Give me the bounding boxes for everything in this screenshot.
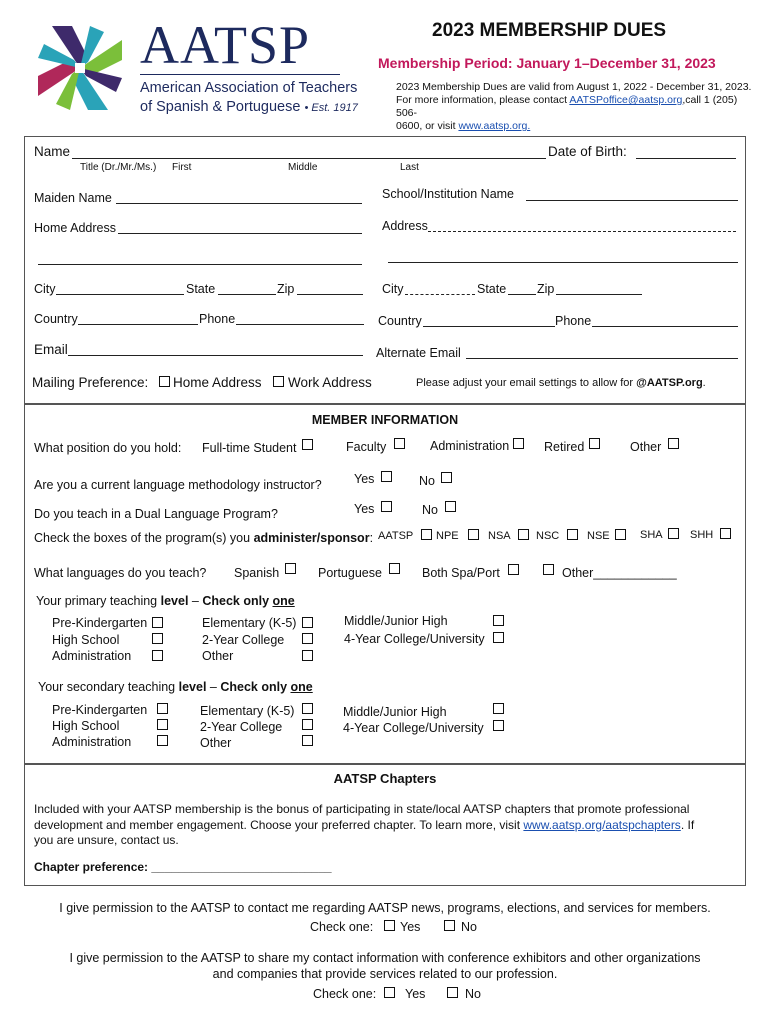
home-zip-input[interactable] [297, 294, 363, 295]
secondary-4yr-label: 4-Year College/University [343, 721, 484, 735]
position-admin-label: Administration [430, 439, 510, 453]
chapters-heading: AATSP Chapters [333, 771, 437, 786]
school-label: School/Institution Name [382, 187, 515, 201]
secondary-2yr-checkbox[interactable] [302, 719, 313, 730]
secondary-elementary-checkbox[interactable] [302, 703, 313, 714]
dual-no-checkbox[interactable] [445, 501, 456, 512]
home-address-line-2[interactable] [38, 264, 362, 265]
program-aatsp-checkbox[interactable] [421, 529, 432, 540]
chapter-preference-field[interactable]: Chapter preference: ___________________________ [34, 860, 332, 874]
maiden-name-label: Maiden Name [34, 191, 112, 205]
dues-note-line-3: 0600, or visit [396, 120, 459, 132]
methodology-no-label: No [419, 474, 435, 488]
membership-period: Membership Period: January 1–December 31, 2023 [378, 55, 716, 71]
program-nse-label: NSE [587, 530, 610, 542]
methodology-yes-checkbox[interactable] [381, 471, 392, 482]
program-nse-checkbox[interactable] [615, 529, 626, 540]
secondary-highschool-checkbox[interactable] [157, 719, 168, 730]
name-sub-last: Last [400, 162, 419, 173]
languages-question: What languages do you teach? [34, 566, 207, 580]
name-label: Name [34, 144, 71, 159]
work-address-input[interactable] [428, 231, 736, 232]
work-city-label: City [382, 282, 404, 296]
program-npe-label: NPE [436, 530, 459, 542]
name-sub-title: Title (Dr./Mr./Ms.) [80, 162, 157, 173]
primary-prek-checkbox[interactable] [152, 617, 163, 628]
work-city-input[interactable] [405, 294, 475, 295]
chapters-description: Included with your AATSP membership is the bonus of participating in state/local AATSP chapters that promote professional development and member engagement. Choose your preferred chapter. To learn more, visit www.aatsp.org/aatspchapters. If you are unsure, contact us. [34, 802, 695, 847]
home-country-input[interactable] [78, 324, 198, 325]
permission-share-no-label: No [465, 987, 481, 1001]
position-faculty-label: Faculty [346, 440, 387, 454]
program-nsc-checkbox[interactable] [567, 529, 578, 540]
chapters-link[interactable]: www.aatsp.org/aatspchapters [523, 817, 681, 832]
primary-other-checkbox[interactable] [302, 650, 313, 661]
name-sub-middle: Middle [288, 162, 318, 173]
permission-contact-check-label: Check one: [310, 920, 374, 934]
secondary-admin-label: Administration [52, 735, 132, 749]
language-other-checkbox[interactable] [543, 564, 554, 575]
name-sub-first: First [172, 162, 192, 173]
primary-4yr-checkbox[interactable] [493, 632, 504, 643]
name-input[interactable] [72, 158, 546, 159]
home-zip-label: Zip [277, 282, 295, 296]
primary-admin-label: Administration [52, 649, 132, 663]
page-title: 2023 MEMBERSHIP DUES [432, 20, 667, 41]
dues-note-line-1: 2023 Membership Dues are valid from August 1, 2022 - December 31, 2023. [396, 81, 752, 93]
position-admin-checkbox[interactable] [513, 438, 524, 449]
dob-input[interactable] [636, 158, 736, 159]
position-student-label: Full-time Student [202, 441, 297, 455]
position-retired-label: Retired [544, 440, 585, 454]
mailing-home-label: Home Address [173, 375, 262, 390]
primary-other-label: Other [202, 649, 234, 663]
primary-middle-checkbox[interactable] [493, 615, 504, 626]
program-nsa-label: NSA [488, 530, 511, 542]
program-sha-label: SHA [640, 529, 663, 541]
work-country-label: Country [378, 314, 422, 328]
mailing-home-checkbox[interactable] [159, 376, 170, 387]
home-phone-input[interactable] [236, 324, 364, 325]
secondary-highschool-label: High School [52, 719, 120, 733]
home-country-label: Country [34, 312, 78, 326]
primary-admin-checkbox[interactable] [152, 650, 163, 661]
secondary-prek-checkbox[interactable] [157, 703, 168, 714]
language-other-label: Other____________ [562, 566, 677, 580]
work-phone-label: Phone [555, 314, 592, 328]
dual-yes-checkbox[interactable] [381, 501, 392, 512]
program-npe-checkbox[interactable] [468, 529, 479, 540]
language-spanish-checkbox[interactable] [285, 563, 296, 574]
position-question: What position do you hold: [34, 441, 182, 455]
secondary-prek-label: Pre-Kindergarten [52, 703, 148, 717]
language-both-checkbox[interactable] [508, 564, 519, 575]
mailing-preference-label: Mailing Preference: [32, 375, 149, 390]
home-state-input[interactable] [218, 294, 276, 295]
secondary-middle-checkbox[interactable] [493, 703, 504, 714]
email-input[interactable] [68, 355, 363, 356]
secondary-other-label: Other [200, 736, 232, 750]
permission-share-yes-label: Yes [405, 987, 426, 1001]
secondary-admin-checkbox[interactable] [157, 735, 168, 746]
home-phone-label: Phone [199, 312, 236, 326]
program-shh-checkbox[interactable] [720, 528, 731, 539]
position-other-checkbox[interactable] [668, 438, 679, 449]
dues-note [396, 81, 756, 133]
programs-question: Check the boxes of the program(s) you administer/sponsor: [34, 531, 374, 545]
program-shh-label: SHH [690, 529, 714, 541]
mailing-work-checkbox[interactable] [273, 376, 284, 387]
email-label: Email [34, 342, 68, 357]
work-state-label: State [477, 282, 507, 296]
permission-contact-yes-label: Yes [400, 920, 421, 934]
methodology-question: Are you a current language methodology instructor? [34, 478, 322, 492]
dues-note-line-2: For more information, please contact [396, 94, 570, 106]
program-sha-checkbox[interactable] [668, 528, 679, 539]
permission-share-no-checkbox[interactable] [447, 987, 458, 998]
email-settings-note: Please adjust your email settings to allow for @AATSP.org. [416, 377, 706, 389]
dues-note-phone: ,call 1 (205) 506- [396, 94, 738, 119]
primary-2yr-checkbox[interactable] [302, 633, 313, 644]
position-student-checkbox[interactable] [302, 439, 313, 450]
logo-divider [140, 74, 340, 75]
work-address-label: Address [382, 219, 428, 233]
work-phone-input[interactable] [592, 326, 738, 327]
language-both-label: Both Spa/Port [422, 566, 500, 580]
work-zip-label: Zip [537, 282, 555, 296]
language-portuguese-label: Portuguese [318, 566, 382, 580]
primary-middle-label: Middle/Junior High [344, 614, 448, 628]
language-portuguese-checkbox[interactable] [389, 563, 400, 574]
member-info-heading: MEMBER INFORMATION [311, 413, 459, 427]
personal-info-section [24, 136, 746, 404]
position-other-label: Other [630, 440, 662, 454]
home-address-input[interactable] [118, 233, 362, 234]
work-zip-input[interactable] [556, 294, 642, 295]
maiden-name-input[interactable] [116, 203, 362, 204]
logo-subtitle-1: American Association of Teachers [140, 80, 358, 96]
primary-2yr-label: 2-Year College [202, 633, 285, 647]
home-address-label: Home Address [34, 221, 116, 235]
home-city-input[interactable] [56, 294, 184, 295]
secondary-2yr-label: 2-Year College [200, 720, 283, 734]
secondary-middle-label: Middle/Junior High [343, 705, 447, 719]
logo-est: Est. 1917 [311, 102, 358, 114]
work-country-input[interactable] [423, 326, 555, 327]
secondary-other-checkbox[interactable] [302, 735, 313, 746]
secondary-4yr-checkbox[interactable] [493, 720, 504, 731]
primary-4yr-label: 4-Year College/University [344, 632, 485, 646]
alt-email-label: Alternate Email [376, 346, 461, 360]
mailing-work-label: Work Address [288, 375, 372, 390]
dual-no-label: No [422, 503, 438, 517]
language-spanish-label: Spanish [234, 566, 280, 580]
primary-elementary-label: Elementary (K-5) [202, 616, 297, 630]
permission-contact-no-label: No [461, 920, 477, 934]
dual-language-question: Do you teach in a Dual Language Program? [34, 507, 278, 521]
secondary-level-heading: Your secondary teaching level – Check only one [38, 680, 313, 694]
website-link[interactable]: www.aatsp.org. [458, 120, 531, 132]
position-retired-checkbox[interactable] [589, 438, 600, 449]
primary-level-heading: Your primary teaching level – Check only one [36, 594, 295, 608]
primary-highschool-checkbox[interactable] [152, 633, 163, 644]
school-input[interactable] [526, 200, 738, 201]
permission-share-text: I give permission to the AATSP to share my contact information with conference exhibitors and other organizations and companies that provide services related to our profession. [69, 951, 701, 981]
primary-elementary-checkbox[interactable] [302, 617, 313, 628]
program-aatsp-label: AATSP [378, 530, 414, 542]
permission-contact-text: I give permission to the AATSP to contact me regarding AATSP news, programs, elections, and services for members. [59, 901, 711, 915]
position-faculty-checkbox[interactable] [394, 438, 405, 449]
secondary-elementary-label: Elementary (K-5) [200, 704, 295, 718]
permission-share-check-label: Check one: [313, 987, 377, 1001]
dob-label: Date of Birth: [548, 144, 627, 159]
program-nsa-checkbox[interactable] [518, 529, 529, 540]
permission-contact-no-checkbox[interactable] [444, 920, 455, 931]
primary-highschool-label: High School [52, 633, 120, 647]
permission-share-yes-checkbox[interactable] [384, 987, 395, 998]
permission-contact-yes-checkbox[interactable] [384, 920, 395, 931]
dual-yes-label: Yes [354, 502, 375, 516]
work-state-input[interactable] [508, 294, 536, 295]
logo-title: AATSP [140, 15, 311, 75]
home-state-label: State [186, 282, 216, 296]
program-nsc-label: NSC [536, 530, 560, 542]
office-email-link[interactable]: AATSPoffice@aatsp.org [569, 94, 683, 106]
primary-prek-label: Pre-Kindergarten [52, 616, 148, 630]
alt-email-input[interactable] [466, 358, 738, 359]
methodology-no-checkbox[interactable] [441, 472, 452, 483]
home-city-label: City [34, 282, 56, 296]
aatsp-logo-mark-icon [30, 18, 130, 118]
work-address-line-2[interactable] [388, 262, 738, 263]
methodology-yes-label: Yes [354, 472, 375, 486]
logo-subtitle-2: of Spanish & Portuguese [140, 99, 301, 115]
